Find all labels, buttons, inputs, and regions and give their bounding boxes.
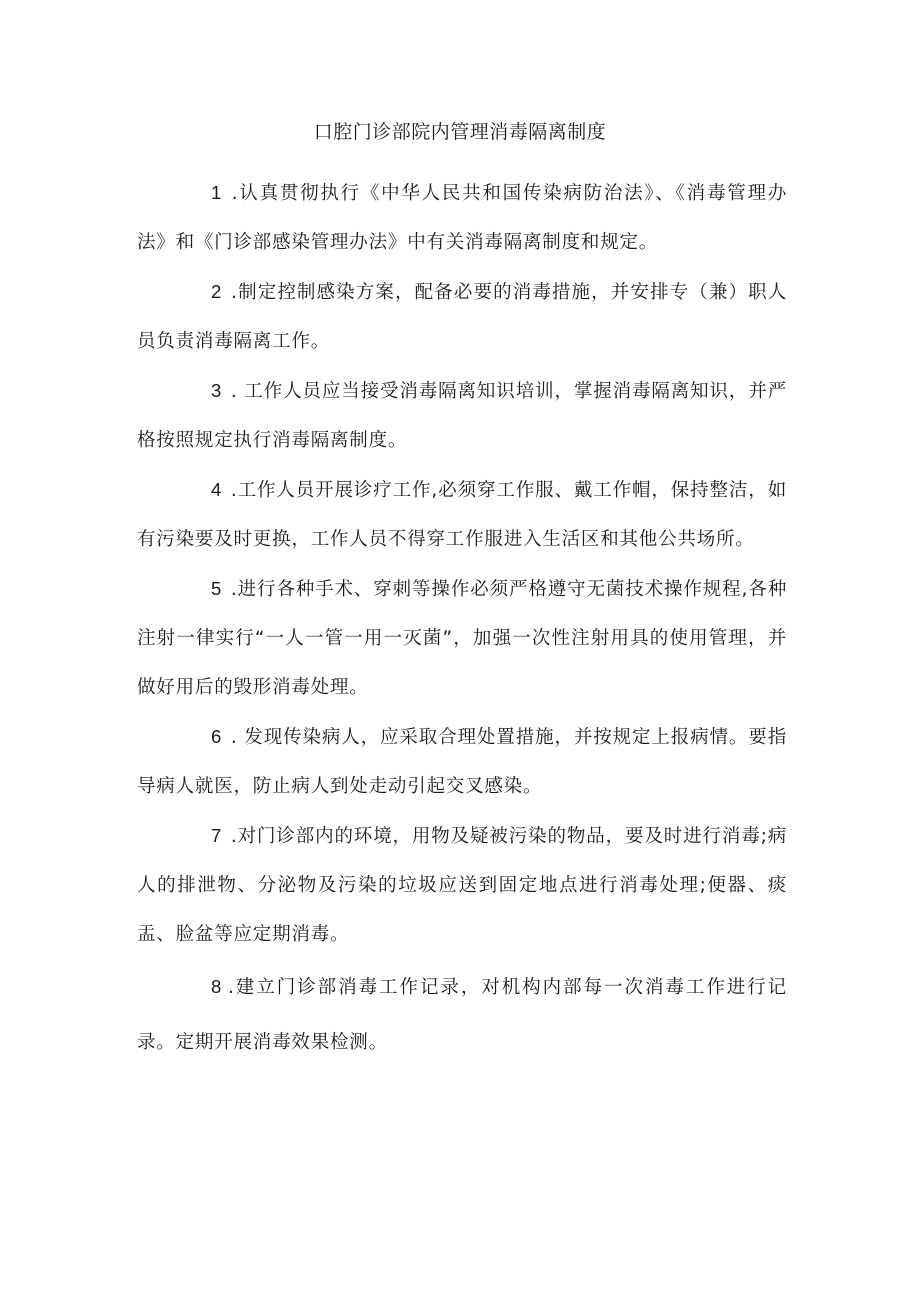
item-number: 4 [211,479,223,500]
item-text: . 发现传染病人，应采取合理处置措施，并按规定上报病情。要指导病人就医，防止病人到处走动引起交叉感染。 [137,727,787,797]
item-text: .认真贯彻执行《中华人民共和国传染病防治法》、《消毒管理办法》和《门诊部感染管理办法》中有关消毒隔离制度和规定。 [137,183,787,253]
list-item [137,712,787,811]
list-item [137,959,787,1070]
document-title: 口腔门诊部院内管理消毒隔离制度 [313,121,607,143]
list-item [137,168,787,267]
item-number: 6 [211,726,223,747]
item-number: 5 [211,578,223,599]
item-number: 7 [211,825,223,846]
item-number: 3 [211,380,223,401]
item-text: . 工作人员应当接受消毒隔离知识培训，掌握消毒隔离知识，并严格按照规定执行消毒隔离制度。 [137,381,787,451]
list-item [137,366,787,465]
item-number: 8 [211,976,223,997]
item-number: 1 [211,182,223,203]
item-text: .工作人员开展诊疗工作,必须穿工作服、戴工作帽，保持整洁，如有污染要及时更换，工作人员不得穿工作服进入生活区和其他公共场所。 [137,480,787,550]
item-text: .对门诊部内的环境，用物及疑被污染的物品，要及时进行消毒;病人的排泄物、分泌物及污染的垃圾应送到固定地点进行消毒处理;便器、痰盂、脸盆等应定期消毒。 [137,826,787,945]
list-item [137,465,787,564]
item-text: .制定控制感染方案，配备必要的消毒措施，并安排专（兼）职人员负责消毒隔离工作。 [137,282,787,352]
item-number: 2 [211,281,223,302]
list-item [137,267,787,366]
item-text: .进行各种手术、穿刺等操作必须严格遵守无菌技术操作规程,各种注射一律实行“一人一管一用一灭菌”，加强一次性注射用具的使用管理，并做好用后的毁形消毒处理。 [137,579,787,698]
list-item [137,564,787,712]
document-body [137,168,787,1070]
list-item [137,811,787,959]
item-text: .建立门诊部消毒工作记录，对机构内部每一次消毒工作进行记录。定期开展消毒效果检测。 [137,977,787,1053]
